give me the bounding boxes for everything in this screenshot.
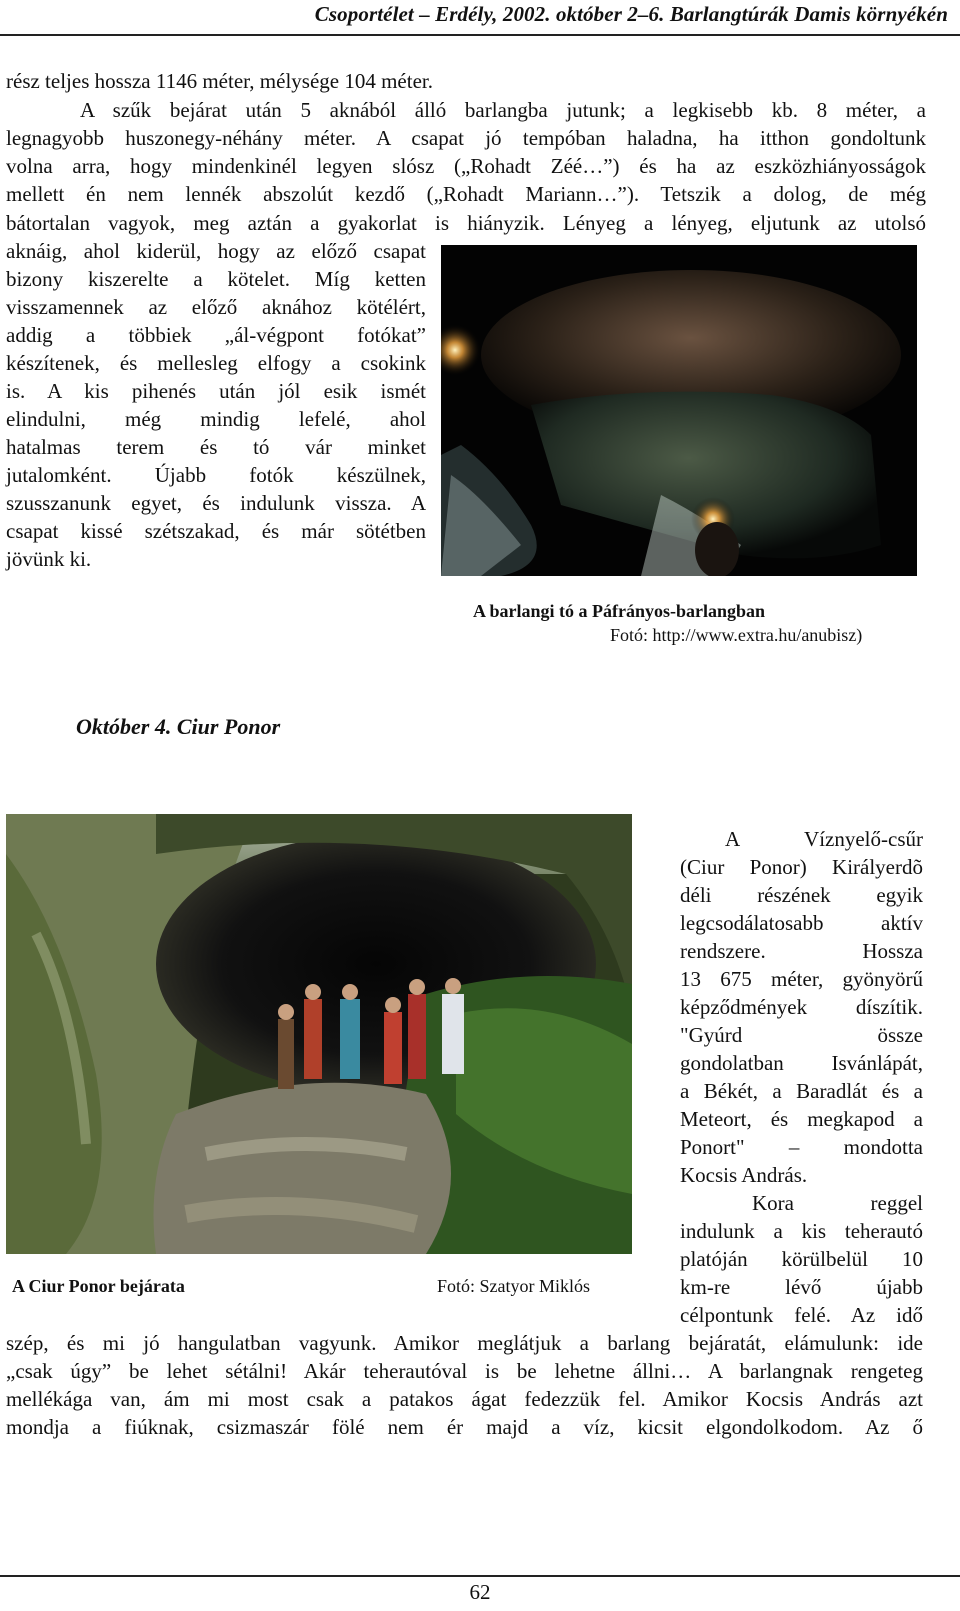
text-line: készítenek, és mellesleg elfogy a csokink bbox=[6, 351, 426, 375]
text-line: addig a többiek „ál-végpont fotókat” bbox=[6, 323, 426, 347]
text-line: 13 675 méter, gyönyörű bbox=[680, 967, 923, 991]
text-line: elindulni, még mindig lefelé, ahol bbox=[6, 407, 426, 431]
ciur-ponor-photo bbox=[6, 814, 632, 1254]
text-line: mellékága van, ám mi most csak a patakos ágat fedezzük fel. Amikor Kocsis András azt bbox=[6, 1387, 923, 1411]
text-line: "Gyúrd össze bbox=[680, 1023, 923, 1047]
text-line: km-re lévő újabb bbox=[680, 1275, 923, 1299]
text-line: rész teljes hossza 1146 méter, mélysége 104 méter. bbox=[6, 69, 433, 93]
cave-lake-image bbox=[441, 245, 917, 576]
photo2-credit: Fotó: Szatyor Miklós bbox=[437, 1276, 591, 1296]
page-header bbox=[0, 0, 960, 36]
header-title: Csoportélet – Erdély, 2002. október 2–6. Barlangtúrák Damis környékén bbox=[314, 2, 948, 26]
text-line: mellett én nem lennék abszolút kezdő („Rohadt Mariann…”). Tetszik a dolog, de még bbox=[6, 182, 926, 206]
text-line: volna arra, hogy mindenkinél legyen slósz („Rohadt Zéé…”) és ha az eszközhiányosságok bbox=[6, 154, 926, 178]
text-line: legnagyobb huszonegy-néhány méter. A csapat jó tempóban haladna, ha itthon gondoltunk bbox=[6, 126, 926, 150]
text-line: legcsodálatosabb aktív bbox=[680, 911, 923, 935]
text-line: hatalmas terem és tó vár minket bbox=[6, 435, 426, 459]
text-line: A szűk bejárat után 5 aknából álló barlangba jutunk; a legkisebb kb. 8 méter, a bbox=[80, 98, 926, 122]
header-rule bbox=[0, 34, 960, 36]
text-line: célpontunk felé. Az idő bbox=[680, 1303, 923, 1327]
photo1-caption: A barlangi tó a Páfrányos-barlangban bbox=[473, 601, 766, 621]
text-line: mondja a fiúknak, csizmaszár fölé nem ér majd a víz, kicsit elgondolkodom. Az ő bbox=[6, 1415, 923, 1439]
section-title: Október 4. Ciur Ponor bbox=[76, 714, 281, 739]
text-line: jövünk ki. bbox=[6, 547, 92, 571]
text-line: szép, és mi jó hangulatban vagyunk. Amikor meglátjuk a barlang bejáratát, elámulunk: ide bbox=[6, 1331, 923, 1355]
text-line: is. A kis pihenés után jól esik ismét bbox=[6, 379, 426, 403]
text-line: Ponort" – mondotta bbox=[680, 1135, 923, 1159]
cave-lake-photo bbox=[441, 245, 917, 576]
text-line: csapat kissé szétszakad, és már sötétben bbox=[6, 519, 426, 543]
text-line: visszamennek az előző aknához kötélért, bbox=[6, 295, 426, 319]
ciur-ponor-image bbox=[6, 814, 632, 1254]
text-line: a Békét, a Baradlát és a bbox=[680, 1079, 923, 1103]
text-line: indulunk a kis teherautó bbox=[680, 1219, 923, 1243]
text-line: aknáig, ahol kiderül, hogy az előző csapat bbox=[6, 239, 426, 263]
text-line: gondolatban Isvánlápát, bbox=[680, 1051, 923, 1075]
text-line: Kocsis András. bbox=[680, 1163, 808, 1187]
text-line: (Ciur Ponor) Királyerdõ bbox=[680, 855, 923, 879]
text-line: A Víznyelő-csűr bbox=[725, 827, 923, 851]
text-line: képződmények díszítik. bbox=[680, 995, 923, 1019]
text-line: „csak úgy” be lehet sétálni! Akár teherautóval is be lehetne állni… A barlangnak rengeteg bbox=[6, 1359, 923, 1383]
text-line: bátortalan vagyok, meg aztán a gyakorlat is hiányzik. Lényeg a lényeg, eljutunk az utolsó bbox=[6, 211, 926, 235]
text-line: déli részének egyik bbox=[680, 883, 923, 907]
text-line: bizony kiszerelte a kötelet. Míg ketten bbox=[6, 267, 426, 291]
text-line: platóján körülbelül 10 bbox=[680, 1247, 923, 1271]
page-number: 62 bbox=[469, 1580, 491, 1604]
photo2-caption: A Ciur Ponor bejárata bbox=[12, 1276, 185, 1296]
text-line: szusszanunk egyet, és indulunk vissza. A bbox=[6, 491, 426, 515]
footer-rule bbox=[0, 1575, 960, 1577]
text-line: rendszere. Hossza bbox=[680, 939, 923, 963]
photo1-credit: Fotó: http://www.extra.hu/anubisz) bbox=[610, 625, 863, 645]
text-line: Kora reggel bbox=[752, 1191, 923, 1215]
text-line: Meteort, és megkapod a bbox=[680, 1107, 923, 1131]
text-line: jutalomként. Újabb fotók készülnek, bbox=[6, 463, 426, 487]
